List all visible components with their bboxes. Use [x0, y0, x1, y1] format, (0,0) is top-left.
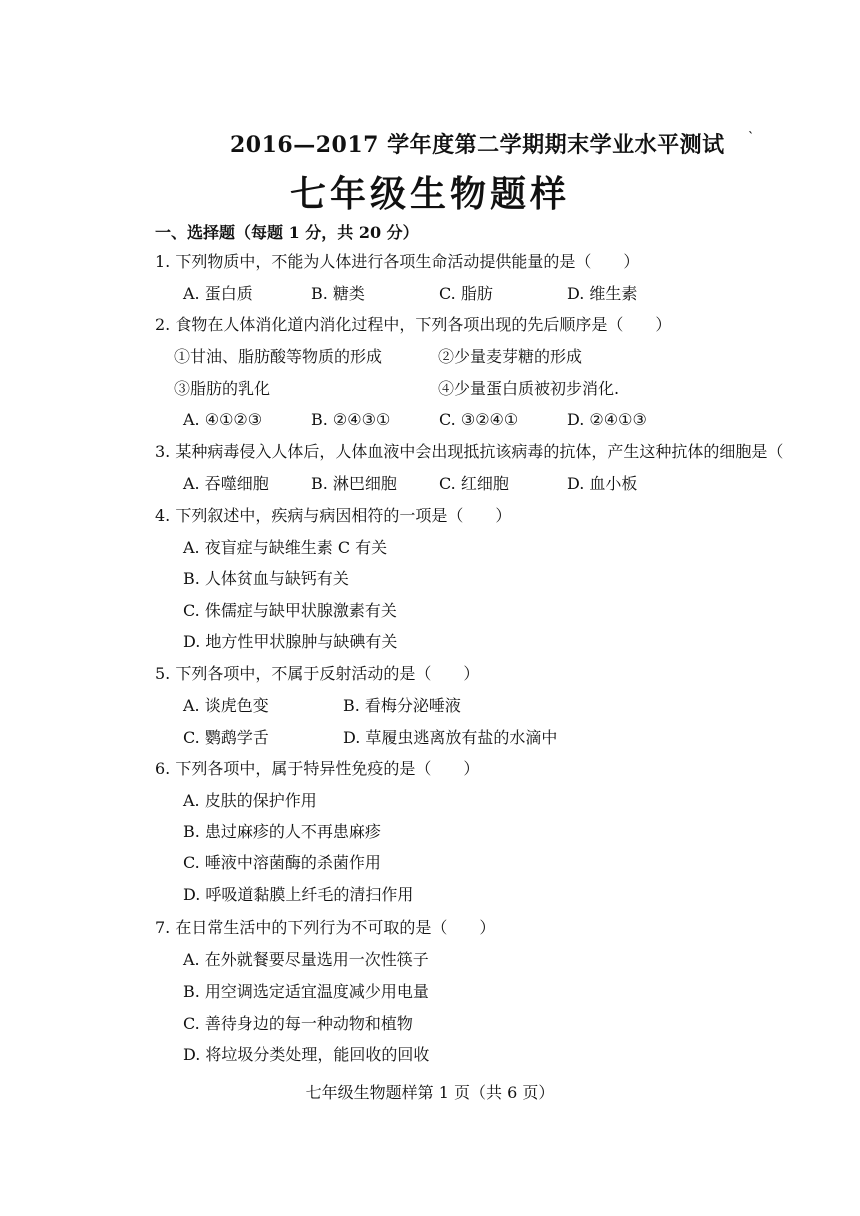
question-6-option-a: A. 皮肤的保护作用 — [183, 791, 317, 810]
question-7-option-a: A. 在外就餐要尽量选用一次性筷子 — [183, 950, 429, 969]
option-d: D. 草履虫逃离放有盐的水滴中 — [343, 728, 558, 747]
question-7-option-d: D. 将垃圾分类处理，能回收的回收 — [183, 1045, 430, 1064]
option-c: C. 脂肪 — [439, 284, 493, 303]
question-1-stem: 1. 下列物质中，不能为人体进行各项生命活动提供能量的是（ ） — [155, 252, 640, 271]
question-4-option-a: A. 夜盲症与缺维生素 C 有关 — [183, 538, 388, 557]
option-a: A. 蛋白质 — [183, 284, 253, 303]
page-footer: 七年级生物题样第 1 页（共 6 页） — [305, 1083, 555, 1102]
question-4-option-b: B. 人体贫血与缺钙有关 — [183, 569, 349, 588]
statement-4: ④少量蛋白质被初步消化. — [438, 379, 620, 398]
question-2-statements-row-1 — [174, 347, 674, 367]
question-6-option-b: B. 患过麻疹的人不再患麻疹 — [183, 822, 381, 841]
question-4-stem: 4. 下列叙述中，疾病与病因相符的一项是（ ） — [155, 506, 512, 525]
question-3-stem: 3. 某种病毒侵入人体后，人体血液中会出现抵抗该病毒的抗体，产生这种抗体的细胞是（ — [155, 442, 784, 461]
statement-2: ②少量麦芽糖的形成 — [438, 347, 583, 366]
question-6-option-c: C. 唾液中溶菌酶的杀菌作用 — [183, 853, 381, 872]
option-a: A. ④①②③ — [183, 410, 263, 429]
question-4-option-d: D. 地方性甲状腺肿与缺碘有关 — [183, 632, 398, 651]
option-c: C. ③②④① — [439, 410, 519, 429]
option-a: A. 吞噬细胞 — [183, 474, 269, 493]
question-5-options-row-1 — [183, 696, 461, 716]
option-c: C. 鹦鹉学舌 — [183, 728, 269, 747]
question-2-statements-row-2 — [174, 379, 674, 399]
question-2-options — [183, 410, 695, 430]
option-b: B. ②④③① — [311, 410, 391, 429]
scan-speck: ` — [748, 130, 754, 144]
option-b: B. 看梅分泌唾液 — [343, 696, 461, 715]
option-d: D. 维生素 — [567, 284, 638, 303]
question-6-stem: 6. 下列各项中，属于特异性免疫的是（ ） — [155, 759, 480, 778]
question-4-option-c: C. 侏儒症与缺甲状腺激素有关 — [183, 601, 397, 620]
question-5-options-row-2 — [183, 728, 557, 748]
statement-1: ①甘油、脂肪酸等物质的形成 — [174, 347, 383, 366]
question-6-option-d: D. 呼吸道黏膜上纤毛的清扫作用 — [183, 885, 414, 904]
option-b: B. 糖类 — [311, 284, 365, 303]
question-7-stem: 7. 在日常生活中的下列行为不可取的是（ ） — [155, 918, 496, 937]
option-a: A. 谈虎色变 — [183, 696, 269, 715]
option-d: D. 血小板 — [567, 474, 638, 493]
option-c: C. 红细胞 — [439, 474, 509, 493]
question-7-option-b: B. 用空调选定适宜温度减少用电量 — [183, 982, 429, 1001]
option-b: B. 淋巴细胞 — [311, 474, 397, 493]
section-heading: 一、选择题（每题 1 分，共 20 分） — [155, 223, 419, 242]
question-1-options — [183, 284, 695, 304]
statement-3: ③脂肪的乳化 — [174, 379, 271, 398]
option-d: D. ②④①③ — [567, 410, 647, 429]
subject-title: 七年级生物题样 — [289, 173, 570, 215]
question-2-stem: 2. 食物在人体消化道内消化过程中，下列各项出现的先后顺序是（ ） — [155, 315, 672, 334]
question-3-options — [183, 474, 695, 494]
exam-title: 2016—2017 学年度第二学期期末学业水平测试 — [230, 132, 725, 158]
question-7-option-c: C. 善待身边的每一种动物和植物 — [183, 1014, 413, 1033]
question-5-stem: 5. 下列各项中，不属于反射活动的是（ ） — [155, 664, 480, 683]
